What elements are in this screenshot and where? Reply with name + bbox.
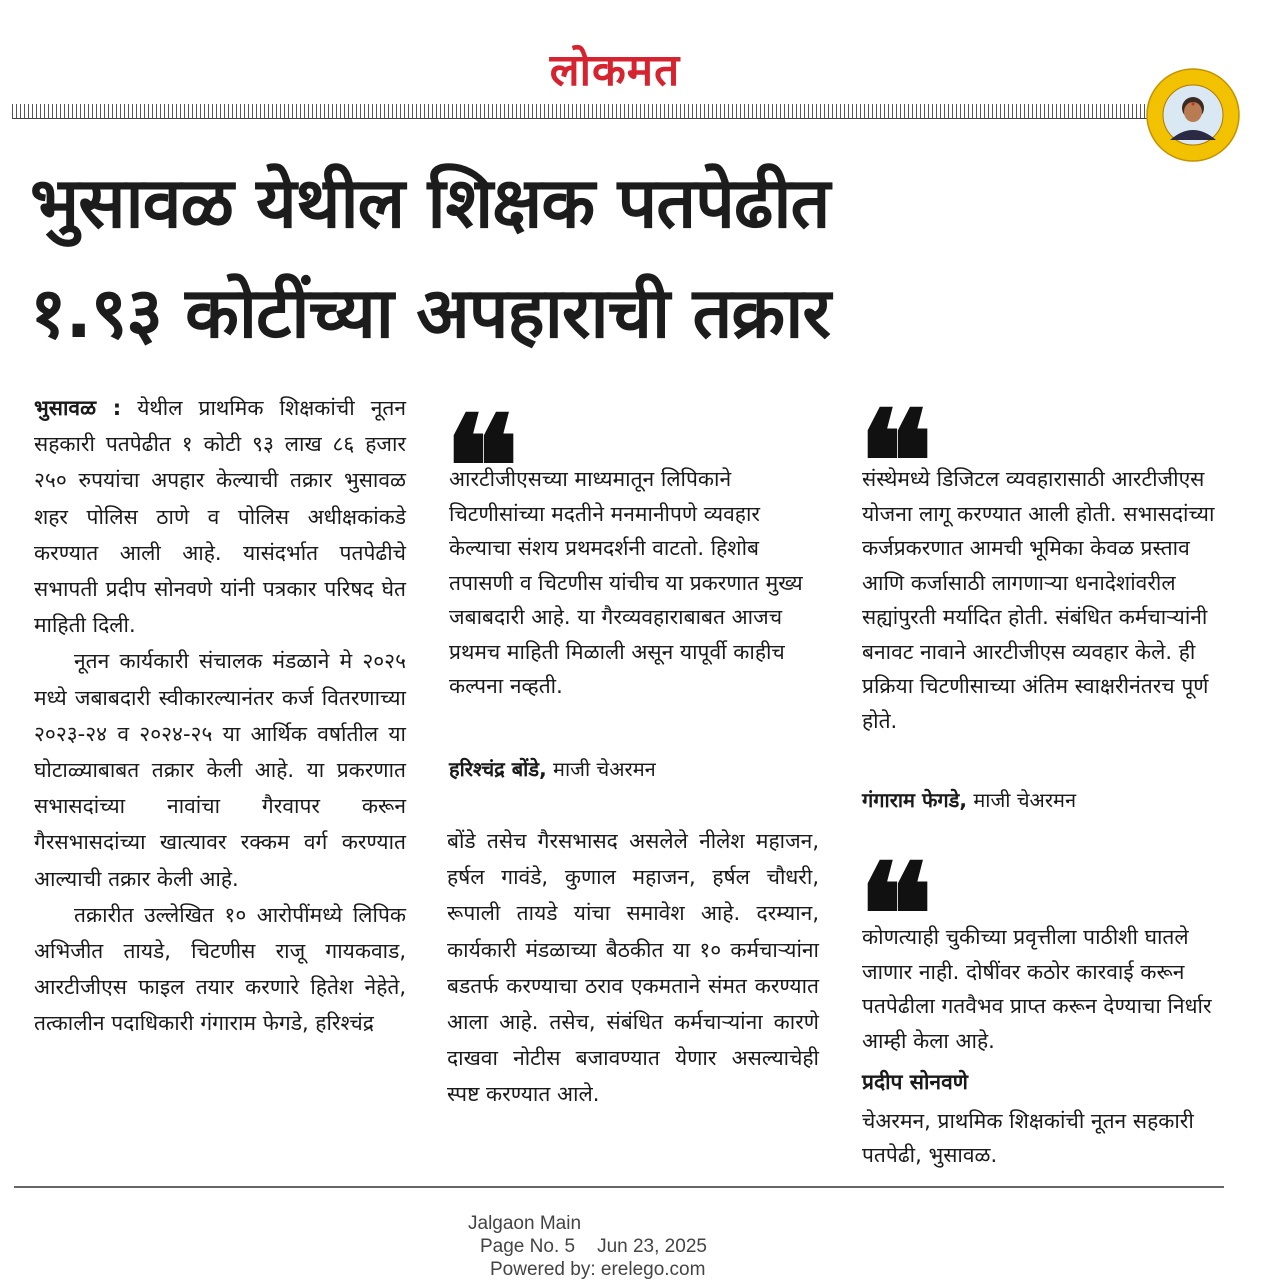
footer-powered-by: Powered by: erelego.com [490,1259,706,1280]
quote-mark-icon: ❝ [858,381,934,545]
page-footer [440,1212,840,1281]
quote-3-role: चेअरमन, प्राथमिक शिक्षकांची नूतन सहकारी पतपेढी, भुसावळ. [862,1109,1194,1167]
quote-2-text: संस्थेमध्ये डिजिटल व्यवहारासाठी आरटीजीएस योजना लागू करण्यात आली होती. सभासदांच्या कर्जप्रकरणात आमची भूमिका केवळ प्रस्ताव आणि कर्जासाठी लागणाऱ्या धनादेशांवरील सह्यांपुरती मर्यादित होती. संबंधित कर्मचाऱ्यांनी बनावट नावाने आरटीजीएस व्यवहार केले. ही प्रक्रिया चिटणीसाच्या अंतिम स्वाक्षरीनंतरच पूर्ण होते. [862,467,1215,733]
quote-3-name: प्रदीप सोनवणे [862,1070,968,1094]
footer-page-date [440,1235,840,1258]
quote-2-role: माजी चेअरमन [973,788,1077,812]
article-headline [30,148,1130,368]
quote-3-text: कोणत्याही चुकीच्या प्रवृत्तीला पाठीशी घातले जाणार नाही. दोषींवर कठोर कारवाई करून पतपेढीला गतवैभव प्राप्त करून देण्याचा निर्धार आम्ही केला आहे. [862,925,1212,1053]
footer-date: Jun 23, 2025 [597,1236,707,1257]
dateline: भुसावळ : [34,396,122,420]
article-paragraph-2: नूतन कार्यकारी संचालक मंडळाने मे २०२५ मध्ये जबाबदारी स्वीकारल्यानंतर कर्ज वितरणाच्या २०२३-२४ व २०२४-२५ या आर्थिक वर्षातील या घोटाळ्याबाबत तक्रार केली आहे. या प्रकरणात सभासदांच्या नावांचा गैरवापर करून गैरसभासदांच्या खात्यावर रक्कम वर्ग करण्यात आल्याची तक्रार केली आहे. [34,649,406,891]
article-paragraph-3: तक्रारीत उल्लेखित १० आरोपींमध्ये लिपिक अभिजीत तायडे, चिटणीस राजू गायकवाड, आरटीजीएस फाइल तयार करणारे हितेश नेहेते, तत्कालीन पदाधिकारी गंगाराम फेगडे, हरिश्चंद्र [34,902,406,1036]
footer-divider [14,1186,1224,1188]
quote-1-text: आरटीजीएसच्या माध्यमातून लिपिकाने चिटणीसांच्या मदतीने मनमानीपणे व्यवहार केल्याचा संशय प्रथमदर्शनी वाटतो. हिशोब तपासणी व चिटणीस यांचीच या प्रकरणात मुख्य जबाबदारी आहे. या गैरव्यवहाराबाबत आजच प्रथमच माहिती मिळाली असून यापूर्वी काहीच कल्पना नव्हती. [449,467,803,698]
article-paragraph-4: बोंडे तसेच गैरसभासद असलेले नीलेश महाजन, हर्षल गावंडे, कुणाल महाजन, हर्षल चौधरी, रूपाली तायडे यांचा समावेश आहे. दरम्यान, कार्यकारी मंडळाच्या बैठकीत या १० कर्मचाऱ्यांना बडतर्फ करण्याचा ठराव एकमताने संमत करण्यात आला आहे. तसेच, संबंधित कर्मचाऱ्यांना कारणे दाखवा नोटीस बजावण्यात येणार असल्याचेही स्पष्ट करण्यात आले. [447,829,819,1107]
footer-page: Page No. 5 [480,1236,576,1257]
quote-2-attribution [862,786,1076,813]
headline-line-1: भुसावळ येथील शिक्षक पतपेढीत [30,162,830,244]
quote-1-role: माजी चेअरमन [553,757,656,781]
paragraph-1-text: येथील प्राथमिक शिक्षकांची नूतन सहकारी पतपेढीत १ कोटी ९३ लाख ८६ हजार २५० रुपयांचा अपहार केल्याची तक्रार भुसावळ शहर पोलिस ठाणे व पोलिस अधीक्षकांकडे करण्यात आली आहे. यासंदर्भात पतपेढीचे सभापती प्रदीप सोनवणे यांनी पत्रकार परिषद घेत माहिती दिली. [34,396,406,638]
quote-1-attribution [449,755,656,782]
newspaper-masthead: लोकमत [549,45,681,96]
author-badge-logo [1146,68,1240,162]
quote-mark-icon: ❝ [444,386,520,550]
masthead-ruler-divider [12,104,1160,119]
quote-mark-icon: ❝ [858,834,934,998]
quote-2-name: गंगाराम फेगडे, [862,788,967,812]
article-paragraph-1 [34,390,406,643]
quote-1-name: हरिश्चंद्र बोंडे, [449,757,547,781]
footer-edition: Jalgaon Main [468,1213,582,1234]
article-column-1 [34,390,406,1042]
headline-line-2: १.९३ कोटींच्या अपहाराची तक्रार [30,272,830,354]
